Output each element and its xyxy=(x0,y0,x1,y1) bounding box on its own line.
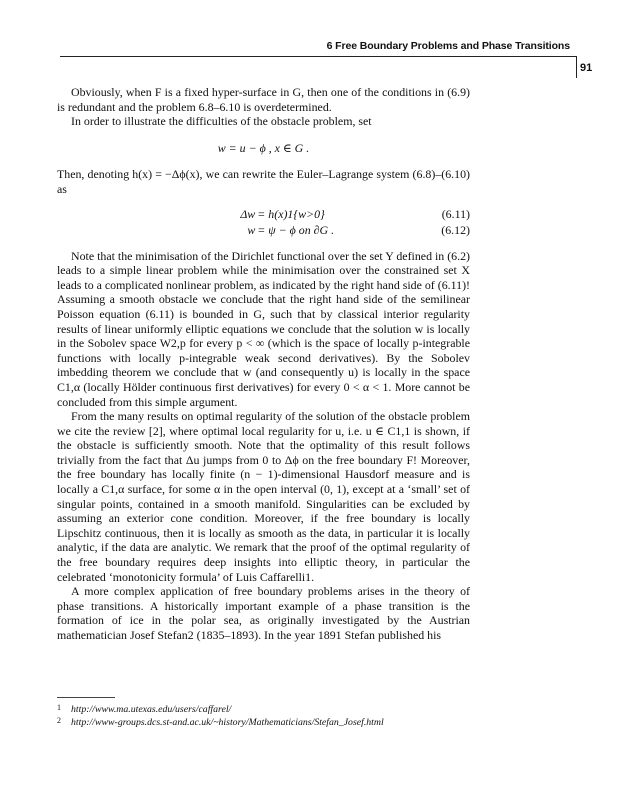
page-number: 91 xyxy=(580,62,593,74)
paragraph-2: In order to illustrate the difficulties of the obstacle problem, set xyxy=(71,114,372,129)
equation-6-11 xyxy=(57,207,470,223)
header-rule xyxy=(60,56,577,57)
page-number-rule xyxy=(576,56,577,78)
paragraph-6: A more complex application of free boundary problems arises in the theory of phase transitions. A historically important example of a phase transition is the formation of ice in the polar sea, as originally investigated by the Austrian mathematician Josef Stefan2 (1835–1893). In the year 1891 Stefan published his xyxy=(57,584,470,642)
footnote-rule xyxy=(57,697,115,698)
footnotes xyxy=(57,703,477,729)
equation-6-12 xyxy=(57,223,470,239)
footnote-2 xyxy=(57,716,477,729)
main-text xyxy=(57,85,470,643)
equation-6-11-rhs: = h(x)1{w>0} xyxy=(257,206,325,221)
footnote-1-link[interactable]: http://www.ma.utexas.edu/users/caffarel/ xyxy=(71,704,232,715)
paragraph-1: Obviously, when F is a fixed hyper-surface in G, then one of the conditions in (6.9) is redundant and the problem 6.8–6.10 is overdetermined. xyxy=(57,85,470,114)
footnote-1-mark: 1 xyxy=(57,703,61,712)
paragraph-3: Then, denoting h(x) = −Δϕ(x), we can rewrite the Euler–Lagrange system (6.8)–(6.10) as xyxy=(57,167,470,196)
equation-6-11-number: (6.11) xyxy=(441,206,470,221)
footnote-1 xyxy=(57,703,477,716)
equation-6-12-rhs: = ψ − ϕ on ∂G . xyxy=(257,222,335,237)
footnote-2-mark: 2 xyxy=(57,716,61,725)
paragraph-4: Note that the minimisation of the Dirichlet functional over the set Y defined in (6.2) leads to a simple linear problem while the minimisation over the constrained set X leads to a complicated nonlinear problem, as indicated by the right hand side of (6.11)! Assuming a smooth obstacle we conclude that the right hand side of the semilinear Poisson equation (6.11) is bounded in G, such that by classical interior regularity results of linear uniformly elliptic equations we conclude that the solution w is locally in the Sobolev space W2,p for every p < ∞ (which is the space of locally p-integrable functions with locally p-integrable weak second derivatives). By the Sobolev imbedding theorem we conclude that w (and consequently u) is locally in the space C1,α (locally Hölder continuous first derivatives) for every 0 < α < 1. More cannot be concluded from this simple argument. xyxy=(57,248,470,409)
equation-6-11-lhs: Δw xyxy=(240,206,256,221)
footnote-2-link[interactable]: http://www-groups.dcs.st-and.ac.uk/~history/Mathematicians/Stefan_Josef.html xyxy=(71,717,384,728)
equation-w-definition: w = u − ϕ , x ∈ G . xyxy=(217,140,310,155)
paragraph-5: From the many results on optimal regularity of the solution of the obstacle problem we cite the review [2], where optimal local regularity for u, i.e. u ∈ C1,1 is shown, if the obstacle is sufficiently smooth. Note that the optimality of this result follows trivially from the fact that Δu jumps from 0 to Δϕ on the free boundary F! Moreover, the free boundary has locally finite (n − 1)-dimensional Hausdorf measure and is locally a C1,α surface, for some α in the open interval (0, 1), except at a ‘small’ set of singular points, contained in a smooth manifold. Singularities can be excluded by assuming an exterior cone condition. Moreover, if the free boundary is locally Lipschitz continuous, then it is locally as smooth as the data, in particular it is locally analytic, if the data are analytic. We remark that the proof of the optimal regularity of the free boundary requires deep insights into elliptic theory, in particular the celebrated ‘monotonicity formula’ of Luis Caffarelli1. xyxy=(57,409,470,584)
running-title: 6 Free Boundary Problems and Phase Transitions xyxy=(326,40,570,52)
equation-6-12-lhs: w xyxy=(247,222,256,237)
equation-6-12-number: (6.12) xyxy=(441,222,470,237)
equation-system xyxy=(57,207,470,239)
